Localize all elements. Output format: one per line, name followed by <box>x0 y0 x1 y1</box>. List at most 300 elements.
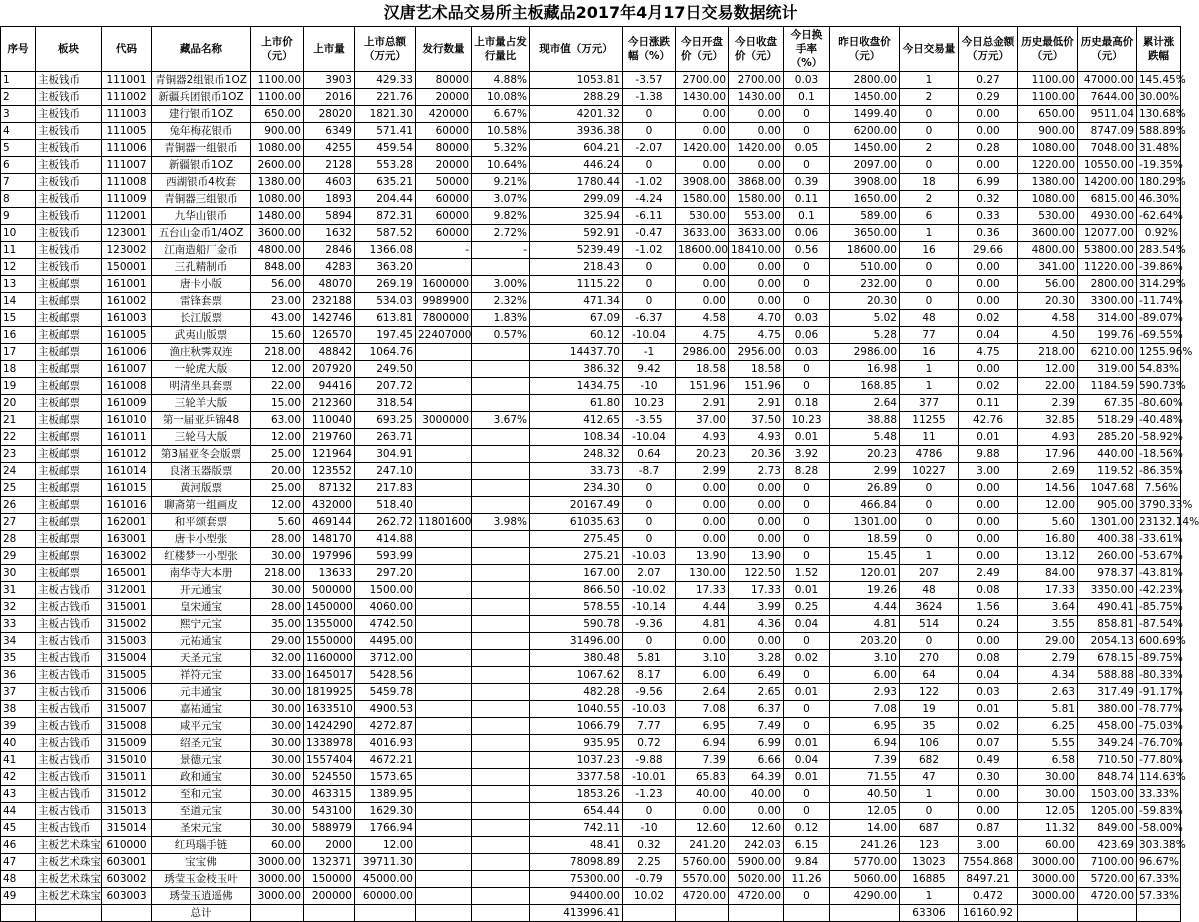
table-cell: 0 <box>900 803 959 820</box>
table-cell: 0.00 <box>676 123 729 140</box>
table-cell: 30.00 <box>251 718 304 735</box>
table-cell: 111005 <box>102 123 152 140</box>
table-cell: 12.60 <box>729 820 784 837</box>
table-cell: 0 <box>784 803 830 820</box>
table-cell: 1380.00 <box>251 174 304 191</box>
table-cell: 6.37 <box>729 701 784 718</box>
table-cell: 34 <box>1 633 36 650</box>
table-cell: 122 <box>900 684 959 701</box>
table-cell: 20 <box>1 395 36 412</box>
table-cell: 25.00 <box>251 446 304 463</box>
table-cell: 4742.50 <box>355 616 416 633</box>
table-cell: 4.75 <box>729 327 784 344</box>
total-market-value: 413996.41 <box>530 905 623 922</box>
table-cell: 3.98% <box>472 514 530 531</box>
table-cell: 57.33% <box>1137 888 1181 905</box>
column-header: 上市量占发行量比 <box>472 27 530 72</box>
table-cell: 4.75 <box>676 327 729 344</box>
table-cell: 2.07 <box>623 565 676 582</box>
table-cell: 61035.63 <box>530 514 623 531</box>
table-cell: 900.00 <box>1018 123 1078 140</box>
table-cell <box>472 701 530 718</box>
table-cell: 13 <box>1 276 36 293</box>
table-cell: 30.00 <box>1018 786 1078 803</box>
table-cell: 一轮虎大版 <box>152 361 251 378</box>
table-cell: 4.93 <box>729 429 784 446</box>
table-cell: 0 <box>623 123 676 140</box>
table-cell: 38 <box>1 701 36 718</box>
table-cell: 14.56 <box>1018 480 1078 497</box>
table-cell: 27 <box>1 514 36 531</box>
table-cell <box>472 616 530 633</box>
table-cell: 111003 <box>102 106 152 123</box>
table-cell: 1550000 <box>304 633 355 650</box>
table-cell: 2 <box>1 89 36 106</box>
table-cell: 18.58 <box>676 361 729 378</box>
table-cell: 1633510 <box>304 701 355 718</box>
table-cell: 28.00 <box>251 531 304 548</box>
table-cell: 1255.96% <box>1137 344 1181 361</box>
table-cell: 15 <box>1 310 36 327</box>
table-cell: -91.17% <box>1137 684 1181 701</box>
table-cell: 3.64 <box>1018 599 1078 616</box>
table-cell: 0 <box>623 157 676 174</box>
table-cell: 446.24 <box>530 157 623 174</box>
table-cell: 650.00 <box>1018 106 1078 123</box>
table-cell: 0 <box>784 378 830 395</box>
column-header: 上市量 <box>304 27 355 72</box>
table-cell: 主板邮票 <box>36 344 102 361</box>
total-cell <box>304 905 355 922</box>
table-cell: 0.00 <box>676 803 729 820</box>
table-cell: 6.25 <box>1018 718 1078 735</box>
table-cell: 112001 <box>102 208 152 225</box>
table-cell: 900.00 <box>251 123 304 140</box>
table-cell: 0.72 <box>623 735 676 752</box>
table-cell: 386.32 <box>530 361 623 378</box>
table-cell: 32 <box>1 599 36 616</box>
table-cell: 3.00 <box>959 463 1018 480</box>
table-cell: 654.44 <box>530 803 623 820</box>
table-row <box>1 871 1181 888</box>
table-cell: 553.28 <box>355 157 416 174</box>
table-cell: 0 <box>623 480 676 497</box>
table-cell: 0.11 <box>784 191 830 208</box>
table-cell: 3300.00 <box>1078 293 1137 310</box>
table-cell: 31.48% <box>1137 140 1181 157</box>
table-cell: 2.72% <box>472 225 530 242</box>
table-cell: 60.00 <box>251 837 304 854</box>
total-cell <box>102 905 152 922</box>
table-cell: 16885 <box>900 871 959 888</box>
table-cell: 299.09 <box>530 191 623 208</box>
table-cell: 207 <box>900 565 959 582</box>
table-cell: -10.04 <box>623 327 676 344</box>
table-cell: 978.37 <box>1078 565 1137 582</box>
table-cell: 40 <box>1 735 36 752</box>
table-cell: 0.00 <box>676 276 729 293</box>
table-cell: 0.00 <box>959 803 1018 820</box>
table-cell: 203.20 <box>830 633 900 650</box>
table-cell <box>416 599 472 616</box>
table-cell: 0.00 <box>959 276 1018 293</box>
table-cell: 8 <box>1 191 36 208</box>
table-cell: 11255 <box>900 412 959 429</box>
table-cell: 7.08 <box>676 701 729 718</box>
table-cell: 10.23 <box>784 412 830 429</box>
table-cell: 主板邮票 <box>36 548 102 565</box>
table-cell <box>472 837 530 854</box>
table-cell: -18.56% <box>1137 446 1181 463</box>
table-cell: 126570 <box>304 327 355 344</box>
table-cell: 3.00 <box>959 837 1018 854</box>
table-cell: 36 <box>1 667 36 684</box>
table-cell: 1.56 <box>959 599 1018 616</box>
table-row <box>1 361 1181 378</box>
table-cell: 22 <box>1 429 36 446</box>
table-cell: 30.00 <box>251 701 304 718</box>
table-cell: 6200.00 <box>830 123 900 140</box>
table-cell: 19 <box>900 701 959 718</box>
table-cell: 270 <box>900 650 959 667</box>
table-cell <box>416 446 472 463</box>
table-cell: 603002 <box>102 871 152 888</box>
table-cell <box>472 684 530 701</box>
table-cell: 40.50 <box>830 786 900 803</box>
total-label: 总计 <box>152 905 251 922</box>
table-cell: 4.93 <box>676 429 729 446</box>
table-row <box>1 497 1181 514</box>
table-cell: 5760.00 <box>676 854 729 871</box>
table-cell <box>472 871 530 888</box>
table-cell: 黄河版票 <box>152 480 251 497</box>
table-cell: -86.35% <box>1137 463 1181 480</box>
table-cell: 75300.00 <box>530 871 623 888</box>
table-cell: -6.11 <box>623 208 676 225</box>
total-amount: 16160.92 <box>959 905 1018 922</box>
table-cell <box>416 837 472 854</box>
table-cell: 1 <box>900 361 959 378</box>
table-cell: 161015 <box>102 480 152 497</box>
table-cell: 聊斋第一组画皮 <box>152 497 251 514</box>
table-cell: 7100.00 <box>1078 854 1137 871</box>
table-cell: 4.50 <box>1018 327 1078 344</box>
table-cell: 0 <box>623 531 676 548</box>
table-cell: 0.00 <box>729 514 784 531</box>
table-cell: -3.57 <box>623 72 676 89</box>
table-cell: 377 <box>900 395 959 412</box>
table-cell: 12.00 <box>1018 497 1078 514</box>
table-cell: 0 <box>784 667 830 684</box>
table-cell: 603001 <box>102 854 152 871</box>
table-cell: 22407000 <box>416 327 472 344</box>
table-cell: 28 <box>1 531 36 548</box>
table-cell: 3903 <box>304 72 355 89</box>
table-cell: 5020.00 <box>729 871 784 888</box>
table-cell: 主板邮票 <box>36 463 102 480</box>
table-cell: 3 <box>1 106 36 123</box>
table-cell: 6.58 <box>1018 752 1078 769</box>
table-cell: 绍圣元宝 <box>152 735 251 752</box>
table-cell: 29.00 <box>251 633 304 650</box>
table-cell: 9 <box>1 208 36 225</box>
table-cell: 主板邮票 <box>36 565 102 582</box>
table-cell: 1819925 <box>304 684 355 701</box>
table-cell <box>416 531 472 548</box>
table-cell: 247.10 <box>355 463 416 480</box>
table-cell: 232188 <box>304 293 355 310</box>
table-cell: 218.00 <box>251 344 304 361</box>
table-cell: 2.25 <box>623 854 676 871</box>
table-cell <box>472 395 530 412</box>
table-cell: 29.00 <box>1018 633 1078 650</box>
table-cell: 1 <box>900 786 959 803</box>
table-cell: 3.00% <box>472 276 530 293</box>
table-cell: 682 <box>900 752 959 769</box>
table-cell <box>416 463 472 480</box>
table-cell: 主板艺术珠宝 <box>36 871 102 888</box>
column-header: 序号 <box>1 27 36 72</box>
table-cell <box>416 633 472 650</box>
table-cell: 0.00 <box>729 123 784 140</box>
column-header: 今日总金额（万元） <box>959 27 1018 72</box>
table-cell: 新疆兵团银币1OZ <box>152 89 251 106</box>
table-cell: 315013 <box>102 803 152 820</box>
table-cell: 14200.00 <box>1078 174 1137 191</box>
table-cell: 315011 <box>102 769 152 786</box>
table-cell: 主板古钱币 <box>36 803 102 820</box>
table-cell: 0.00 <box>729 480 784 497</box>
table-cell: 0 <box>900 531 959 548</box>
table-cell: 2800.00 <box>1078 276 1137 293</box>
table-cell: 200000 <box>304 888 355 905</box>
table-row <box>1 72 1181 89</box>
table-cell: 142746 <box>304 310 355 327</box>
table-cell: 宝宝佛 <box>152 854 251 871</box>
table-cell: 3000.00 <box>1018 888 1078 905</box>
table-cell: 3000.00 <box>251 854 304 871</box>
table-cell: 30.00 <box>251 786 304 803</box>
table-cell: 0.33 <box>959 208 1018 225</box>
table-cell: 1389.95 <box>355 786 416 803</box>
table-cell: 0.00 <box>676 157 729 174</box>
table-cell: 6 <box>900 208 959 225</box>
table-cell: 南华寺大本册 <box>152 565 251 582</box>
table-cell: 5.55 <box>1018 735 1078 752</box>
table-row <box>1 650 1181 667</box>
table-cell: 0 <box>900 497 959 514</box>
table-cell: 44 <box>1 803 36 820</box>
table-cell: 0.00 <box>729 497 784 514</box>
table-cell <box>416 582 472 599</box>
column-header: 上市价（元） <box>251 27 304 72</box>
table-cell: 163001 <box>102 531 152 548</box>
table-cell: 0.00 <box>676 531 729 548</box>
table-cell: 0.01 <box>959 701 1018 718</box>
table-cell: 20000 <box>416 89 472 106</box>
table-cell: 414.88 <box>355 531 416 548</box>
table-cell: 312001 <box>102 582 152 599</box>
table-cell: 151.96 <box>676 378 729 395</box>
table-cell: 开元通宝 <box>152 582 251 599</box>
table-cell: 0.00 <box>729 106 784 123</box>
table-cell: 4.44 <box>676 599 729 616</box>
table-cell: 0.28 <box>959 140 1018 157</box>
table-cell: 0.00 <box>959 548 1018 565</box>
table-cell: 6815.00 <box>1078 191 1137 208</box>
table-cell: 4.81 <box>830 616 900 633</box>
table-cell <box>472 820 530 837</box>
table-cell <box>472 769 530 786</box>
table-cell: 80000 <box>416 72 472 89</box>
total-cell <box>676 905 729 922</box>
table-cell: 161002 <box>102 293 152 310</box>
table-cell: 319.00 <box>1078 361 1137 378</box>
table-cell: 212360 <box>304 395 355 412</box>
table-cell: 0 <box>784 514 830 531</box>
table-cell: -10 <box>623 378 676 395</box>
table-cell: 0 <box>784 497 830 514</box>
table-cell: 12.00 <box>1018 361 1078 378</box>
table-cell: 0.00 <box>676 259 729 276</box>
table-row <box>1 616 1181 633</box>
table-cell <box>416 480 472 497</box>
table-row <box>1 531 1181 548</box>
table-cell: 571.41 <box>355 123 416 140</box>
table-cell: 主板邮票 <box>36 412 102 429</box>
table-cell: 32.00 <box>251 650 304 667</box>
table-cell: 380.00 <box>1078 701 1137 718</box>
table-cell: 30.00 <box>251 803 304 820</box>
table-cell: 7.08 <box>830 701 900 718</box>
table-row <box>1 854 1181 871</box>
table-cell: 123001 <box>102 225 152 242</box>
table-row <box>1 140 1181 157</box>
table-cell: 4255 <box>304 140 355 157</box>
table-cell: 主板邮票 <box>36 531 102 548</box>
table-cell: 0.06 <box>784 327 830 344</box>
header-row <box>1 27 1181 72</box>
table-cell: 315007 <box>102 701 152 718</box>
table-cell: 17.33 <box>676 582 729 599</box>
table-cell: 10.58% <box>472 123 530 140</box>
table-cell: 8747.09 <box>1078 123 1137 140</box>
table-cell: 雷锋套票 <box>152 293 251 310</box>
table-cell <box>416 871 472 888</box>
table-cell: 588979 <box>304 820 355 837</box>
total-cell <box>472 905 530 922</box>
table-cell: 219760 <box>304 429 355 446</box>
table-cell: 主板钱币 <box>36 174 102 191</box>
table-cell: 2846 <box>304 242 355 259</box>
table-cell: 0.04 <box>784 752 830 769</box>
table-cell: -10 <box>623 820 676 837</box>
table-cell: 0.01 <box>784 769 830 786</box>
table-cell: 7048.00 <box>1078 140 1137 157</box>
table-cell: 0 <box>784 293 830 310</box>
table-cell: 110040 <box>304 412 355 429</box>
table-cell: -10.14 <box>623 599 676 616</box>
table-row <box>1 582 1181 599</box>
table-cell: 524550 <box>304 769 355 786</box>
table-cell: 10.02 <box>623 888 676 905</box>
table-cell <box>416 888 472 905</box>
table-cell: 67.33% <box>1137 871 1181 888</box>
table-cell: 121964 <box>304 446 355 463</box>
table-cell: 2.69 <box>1018 463 1078 480</box>
table-cell: 471.34 <box>530 293 623 310</box>
table-cell: 0.05 <box>784 140 830 157</box>
table-cell: -0.79 <box>623 871 676 888</box>
table-cell <box>472 344 530 361</box>
table-cell: 122.50 <box>729 565 784 582</box>
table-cell: 23.00 <box>251 293 304 310</box>
table-cell <box>472 888 530 905</box>
table-cell: 38.88 <box>830 412 900 429</box>
table-cell: 241.26 <box>830 837 900 854</box>
table-cell: 三轮羊大版 <box>152 395 251 412</box>
table-cell: 1355000 <box>304 616 355 633</box>
table-cell: 4.70 <box>729 310 784 327</box>
table-cell: 30.00 <box>251 735 304 752</box>
table-cell: 0 <box>784 633 830 650</box>
table-cell: 304.91 <box>355 446 416 463</box>
table-cell: 123 <box>900 837 959 854</box>
table-cell: 0.00 <box>959 123 1018 140</box>
table-cell: 4 <box>1 123 36 140</box>
table-cell: 108.34 <box>530 429 623 446</box>
table-cell: 主板古钱币 <box>36 582 102 599</box>
table-cell: 25 <box>1 480 36 497</box>
table-cell: 412.65 <box>530 412 623 429</box>
table-cell: 9989900 <box>416 293 472 310</box>
table-cell: 0 <box>623 259 676 276</box>
table-row <box>1 259 1181 276</box>
table-cell: 主板钱币 <box>36 191 102 208</box>
table-cell: 315006 <box>102 684 152 701</box>
table-cell: 218.00 <box>251 565 304 582</box>
table-cell: 148170 <box>304 531 355 548</box>
table-cell <box>472 548 530 565</box>
table-cell: 24 <box>1 463 36 480</box>
table-cell: 7.77 <box>623 718 676 735</box>
table-cell: 1434.75 <box>530 378 623 395</box>
table-cell: 12.00 <box>251 429 304 446</box>
table-cell: -9.88 <box>623 752 676 769</box>
table-cell: 0 <box>900 633 959 650</box>
table-cell <box>472 650 530 667</box>
table-cell: 613.81 <box>355 310 416 327</box>
table-cell: 43.00 <box>251 310 304 327</box>
table-cell: 6.15 <box>784 837 830 854</box>
column-header: 累计涨跌幅 <box>1137 27 1181 72</box>
total-cell <box>355 905 416 922</box>
table-row <box>1 684 1181 701</box>
table-row <box>1 123 1181 140</box>
table-cell: 1184.59 <box>1078 378 1137 395</box>
table-cell: 0 <box>784 157 830 174</box>
table-cell: 元祐通宝 <box>152 633 251 650</box>
table-cell: 2097.00 <box>830 157 900 174</box>
table-cell: 60000 <box>416 225 472 242</box>
table-cell: 600.69% <box>1137 633 1181 650</box>
table-cell: -4.24 <box>623 191 676 208</box>
table-cell: 65.83 <box>676 769 729 786</box>
table-cell: 1100.00 <box>1018 72 1078 89</box>
total-cell <box>416 905 472 922</box>
table-cell: 5720.00 <box>1078 871 1137 888</box>
table-cell: 1 <box>900 72 959 89</box>
